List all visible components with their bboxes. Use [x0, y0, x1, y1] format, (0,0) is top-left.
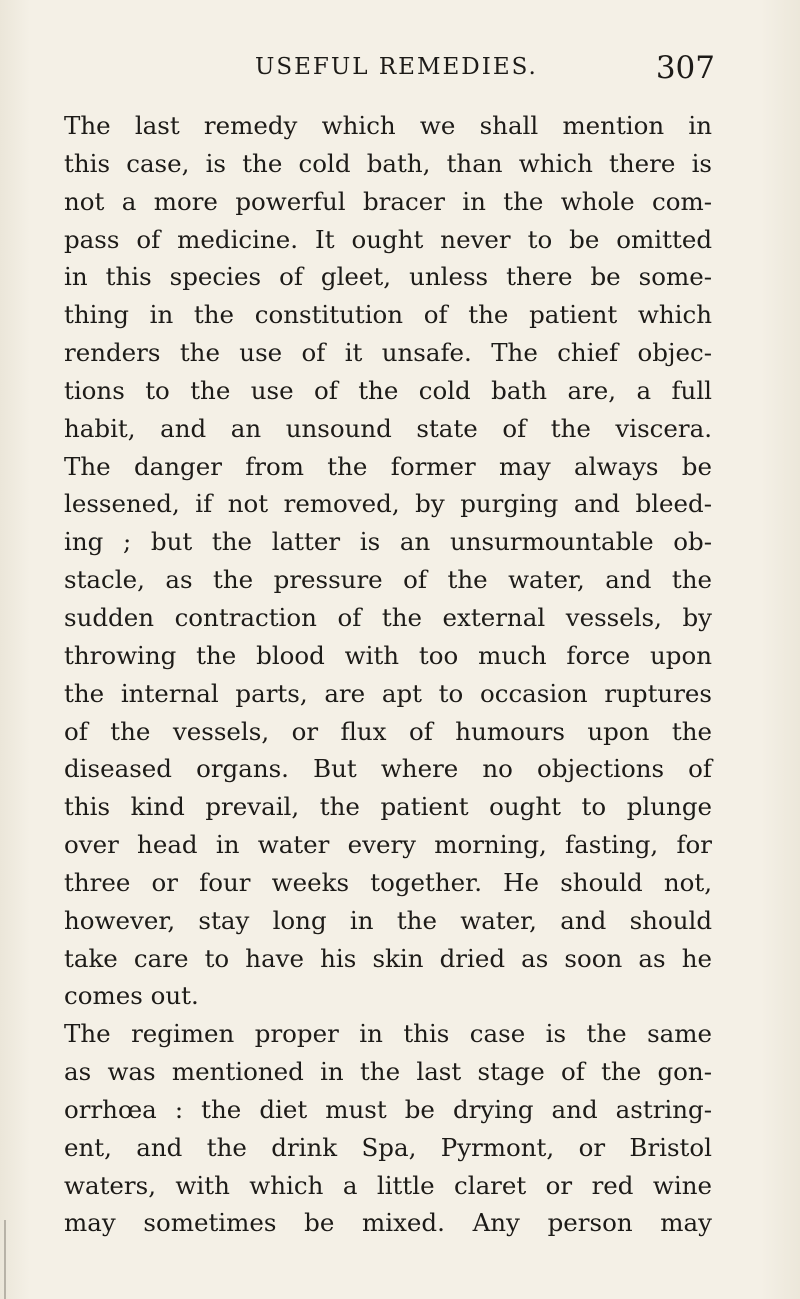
text-line: the internal parts, are apt to occasion ruptures: [64, 678, 712, 708]
text-line: tions to the use of the cold bath are, a full: [64, 375, 712, 405]
text-line: as was mentioned in the last stage of the gon-: [64, 1057, 712, 1087]
text-line: take care to have his skin dried as soon as he: [64, 943, 712, 973]
text-line: sudden contraction of the external vessels, by: [64, 602, 712, 632]
body-text: [64, 107, 712, 1242]
text-line: The regimen proper in this case is the same: [64, 1019, 712, 1049]
text-line: may sometimes be mixed. Any person may: [64, 1208, 712, 1238]
text-line: orrhœa : the diet must be drying and astring-: [64, 1094, 712, 1124]
text-line: pass of medicine. It ought never to be omitted: [64, 224, 712, 254]
running-title: USEFUL REMEDIES.: [255, 54, 538, 80]
text-line: waters, with which a little claret or red wine: [64, 1170, 712, 1200]
text-line: lessened, if not removed, by purging and bleed-: [64, 489, 712, 519]
text-line: not a more powerful bracer in the whole com-: [64, 186, 712, 216]
page-number: 307: [655, 50, 715, 86]
text-line: ing ; but the latter is an unsurmountable ob-: [64, 527, 712, 557]
text-line: this kind prevail, the patient ought to plunge: [64, 792, 712, 822]
text-line: comes out.: [64, 981, 199, 1011]
text-line: three or four weeks together. He should not,: [64, 867, 712, 897]
text-line: stacle, as the pressure of the water, and the: [64, 565, 712, 595]
text-line: over head in water every morning, fasting, for: [64, 830, 712, 860]
page-edge-shadow: [4, 1220, 6, 1299]
text-line: habit, and an unsound state of the viscera.: [64, 413, 712, 443]
text-line: diseased organs. But where no objections of: [64, 754, 712, 784]
text-line: The danger from the former may always be: [64, 451, 712, 481]
text-line: of the vessels, or flux of humours upon the: [64, 716, 712, 746]
text-line: The last remedy which we shall mention in: [64, 111, 712, 140]
text-line: this case, is the cold bath, than which there is: [64, 148, 712, 178]
text-line: ent, and the drink Spa, Pyrmont, or Bristol: [64, 1132, 712, 1162]
text-line: throwing the blood with too much force upon: [64, 640, 712, 670]
text-line: however, stay long in the water, and should: [64, 905, 712, 935]
text-line: thing in the constitution of the patient which: [64, 300, 712, 330]
text-line: renders the use of it unsafe. The chief objec-: [64, 338, 712, 368]
running-header: [255, 50, 715, 90]
text-line: in this species of gleet, unless there be some-: [64, 262, 712, 292]
